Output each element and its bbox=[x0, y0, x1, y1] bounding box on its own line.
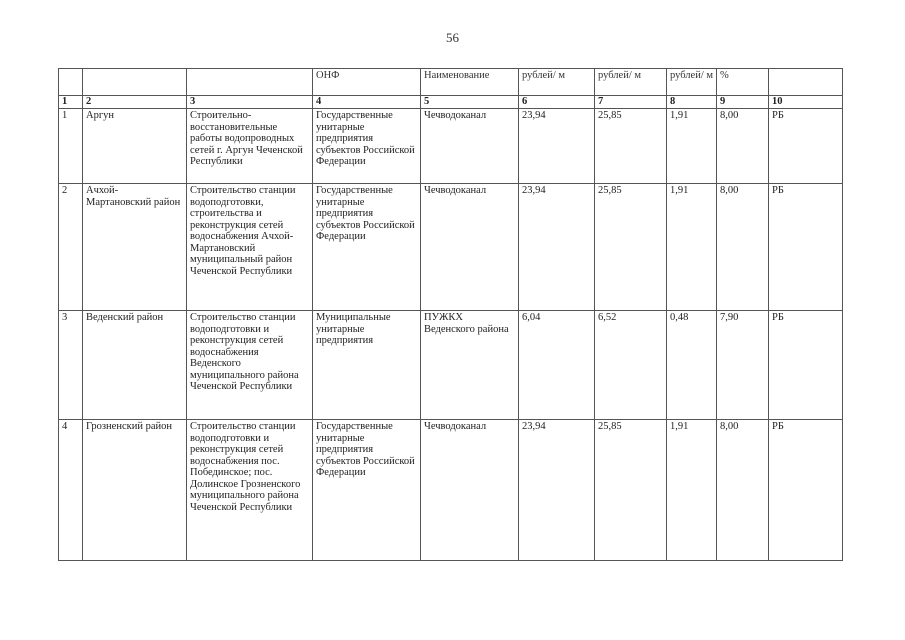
percent-cell: 7,90 bbox=[717, 311, 769, 420]
value-cell: 25,85 bbox=[595, 109, 667, 184]
header-cell: рублей/ м bbox=[519, 69, 595, 96]
table-row bbox=[59, 420, 843, 561]
percent-cell: 8,00 bbox=[717, 184, 769, 311]
row-number: 4 bbox=[59, 420, 83, 561]
header-cell bbox=[187, 69, 313, 96]
value-cell: 1,91 bbox=[667, 420, 717, 561]
source-cell: РБ bbox=[769, 184, 843, 311]
row-number: 3 bbox=[59, 311, 83, 420]
row-number: 1 bbox=[59, 109, 83, 184]
work-cell: Строительство станции водоподготовки и реконструкция сетей водоснабжения Веденского муниципального района Чеченской Республики bbox=[187, 311, 313, 420]
column-number: 1 bbox=[59, 96, 83, 109]
column-number: 9 bbox=[717, 96, 769, 109]
header-cell bbox=[83, 69, 187, 96]
source-cell: РБ bbox=[769, 311, 843, 420]
column-number-row bbox=[59, 96, 843, 109]
column-number: 2 bbox=[83, 96, 187, 109]
header-cell: ОНФ bbox=[313, 69, 421, 96]
value-cell: 23,94 bbox=[519, 109, 595, 184]
value-cell: 23,94 bbox=[519, 184, 595, 311]
table-row bbox=[59, 311, 843, 420]
district-cell: Веденский район bbox=[83, 311, 187, 420]
column-number: 5 bbox=[421, 96, 519, 109]
value-cell: 25,85 bbox=[595, 420, 667, 561]
column-number: 8 bbox=[667, 96, 717, 109]
table-row bbox=[59, 109, 843, 184]
organization-cell: Чечводоканал bbox=[421, 184, 519, 311]
district-cell: Грозненский район bbox=[83, 420, 187, 561]
header-cell: рублей/ м bbox=[667, 69, 717, 96]
organization-cell: ПУЖКХ Веденского района bbox=[421, 311, 519, 420]
work-cell: Строительно-восстановительные работы водопроводных сетей г. Аргун Чеченской Республики bbox=[187, 109, 313, 184]
table-header-row bbox=[59, 69, 843, 96]
header-cell bbox=[59, 69, 83, 96]
column-number: 4 bbox=[313, 96, 421, 109]
source-cell: РБ bbox=[769, 420, 843, 561]
percent-cell: 8,00 bbox=[717, 420, 769, 561]
work-cell: Строительство станции водоподготовки, строительства и реконструкция сетей водоснабжения Ачхой-Мартановский муниципальный район Чеченской Республики bbox=[187, 184, 313, 311]
header-cell bbox=[769, 69, 843, 96]
header-cell: % bbox=[717, 69, 769, 96]
column-number: 6 bbox=[519, 96, 595, 109]
column-number: 3 bbox=[187, 96, 313, 109]
value-cell: 23,94 bbox=[519, 420, 595, 561]
onf-cell: Государственные унитарные предприятия субъектов Российской Федерации bbox=[313, 420, 421, 561]
work-cell: Строительство станции водоподготовки и реконструкция сетей водоснабжения пос. Побединское; пос. Долинское Грозненского муниципального района Чеченской Республики bbox=[187, 420, 313, 561]
organization-cell: Чечводоканал bbox=[421, 420, 519, 561]
header-cell: Наименование bbox=[421, 69, 519, 96]
percent-cell: 8,00 bbox=[717, 109, 769, 184]
source-cell: РБ bbox=[769, 109, 843, 184]
value-cell: 6,04 bbox=[519, 311, 595, 420]
page-number: 56 bbox=[446, 30, 459, 45]
district-cell: Аргун bbox=[83, 109, 187, 184]
onf-cell: Муниципальные унитарные предприятия bbox=[313, 311, 421, 420]
value-cell: 6,52 bbox=[595, 311, 667, 420]
district-cell: Ачхой-Мартановский район bbox=[83, 184, 187, 311]
organization-cell: Чечводоканал bbox=[421, 109, 519, 184]
value-cell: 0,48 bbox=[667, 311, 717, 420]
column-number: 7 bbox=[595, 96, 667, 109]
onf-cell: Государственные унитарные предприятия субъектов Российской Федерации bbox=[313, 184, 421, 311]
column-number: 10 bbox=[769, 96, 843, 109]
table-row bbox=[59, 184, 843, 311]
tariff-table bbox=[58, 68, 843, 561]
value-cell: 1,91 bbox=[667, 109, 717, 184]
onf-cell: Государственные унитарные предприятия субъектов Российской Федерации bbox=[313, 109, 421, 184]
value-cell: 1,91 bbox=[667, 184, 717, 311]
header-cell: рублей/ м bbox=[595, 69, 667, 96]
row-number: 2 bbox=[59, 184, 83, 311]
value-cell: 25,85 bbox=[595, 184, 667, 311]
